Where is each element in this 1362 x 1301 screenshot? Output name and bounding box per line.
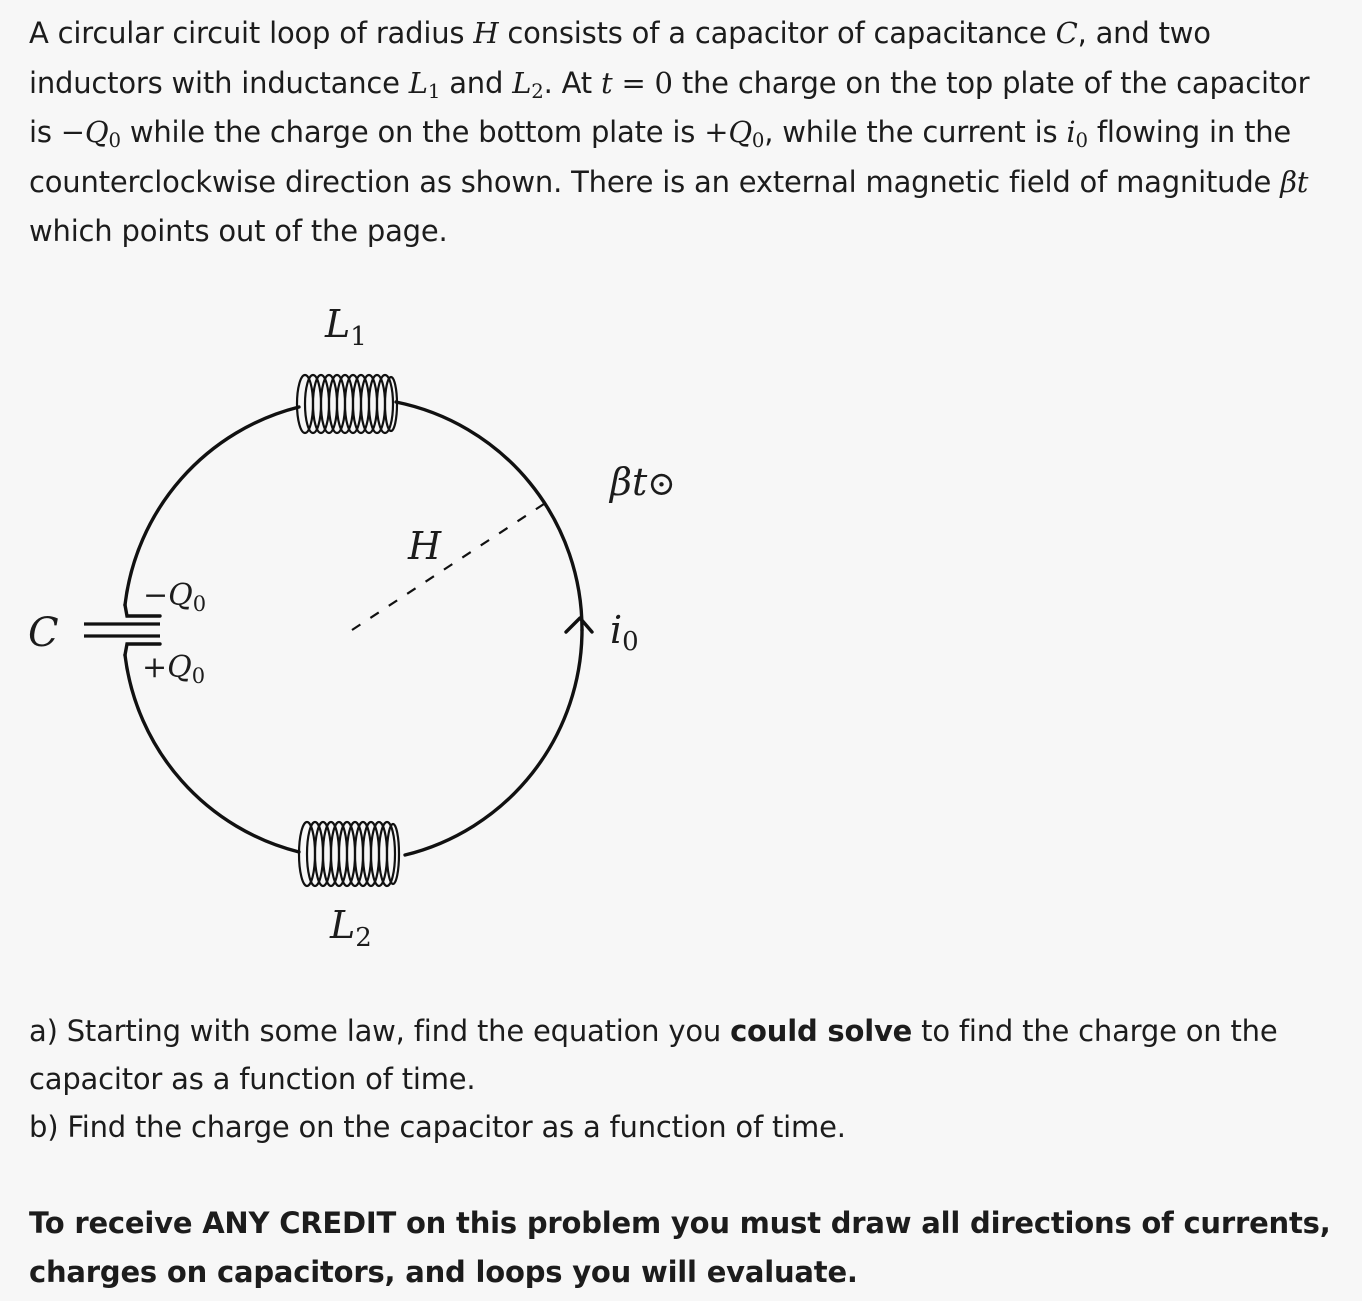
intro-text-7: while the charge on the bottom plate is [120, 115, 705, 149]
inductor-l1 [297, 375, 397, 433]
intro-text-8: , while the current is [764, 115, 1067, 149]
label-current-i0: i0 [610, 608, 639, 657]
question-a: a) Starting with some law, find the equation you could solve to find the charge on the capacitor as a function of time. [29, 1014, 1278, 1096]
intro-text-6: the charge on the top plate of the capacitor is [29, 65, 1310, 149]
var-q0-top: $Q_0$ [84, 115, 121, 152]
question-b: b) Find the charge on the capacitor as a function of time. [29, 1110, 846, 1144]
var-l2: $L_2$ [512, 65, 544, 103]
wire-top-left [125, 407, 299, 605]
intro-text-9: flowing in the counterclockwise direction as shown. There is an external magnetic field of magnitude [29, 115, 1292, 199]
problem-statement [29, 9, 1339, 257]
circuit-diagram [0, 280, 760, 960]
label-radius-h: H [408, 524, 442, 568]
minus-sign: − [60, 115, 85, 149]
var-radius-h: H [473, 16, 499, 50]
var-time: t [600, 65, 613, 100]
label-l2: $L_2$ [330, 903, 372, 953]
inductor-l2 [299, 822, 399, 886]
questions [29, 1007, 1339, 1151]
intro-text-1: A circular circuit loop of radius [29, 16, 474, 50]
var-beta-t: βt [1280, 164, 1309, 199]
label-field: βt⊙ [610, 460, 676, 504]
intro-text-4: and [440, 65, 513, 100]
question-a-emphasis: could solve [730, 1014, 913, 1048]
intro-text-5: . At [543, 65, 601, 100]
intro-text-10: which points out of the page. [29, 214, 448, 248]
wire-bottom-right [405, 630, 582, 855]
var-capacitance-c: C [1055, 16, 1078, 50]
plus-sign: + [704, 115, 729, 149]
var-q0-bottom: $Q_0$ [728, 115, 765, 152]
var-i0: $i_0$ [1066, 115, 1088, 152]
current-arrow-icon [566, 618, 592, 632]
radius-line [352, 500, 550, 630]
label-neg-q0: $-Q_0$ [143, 578, 207, 616]
equation-t-zero: = 0 [612, 65, 673, 100]
intro-text-3: , and two inductors with inductance [29, 16, 1211, 100]
label-capacitor-c: C [28, 610, 59, 656]
label-l1: $L_1$ [325, 302, 367, 352]
intro-text-2: consists of a capacitor of capacitance [498, 16, 1056, 50]
wire-top-right [396, 402, 582, 630]
label-pos-q0: $+Q_0$ [142, 650, 206, 688]
var-l1: $L_1$ [408, 65, 441, 103]
capacitor [84, 624, 160, 636]
credit-notice: To receive ANY CREDIT on this problem you must draw all directions of currents, charges on capacitors, and loops you will evaluate. [29, 1206, 1331, 1289]
